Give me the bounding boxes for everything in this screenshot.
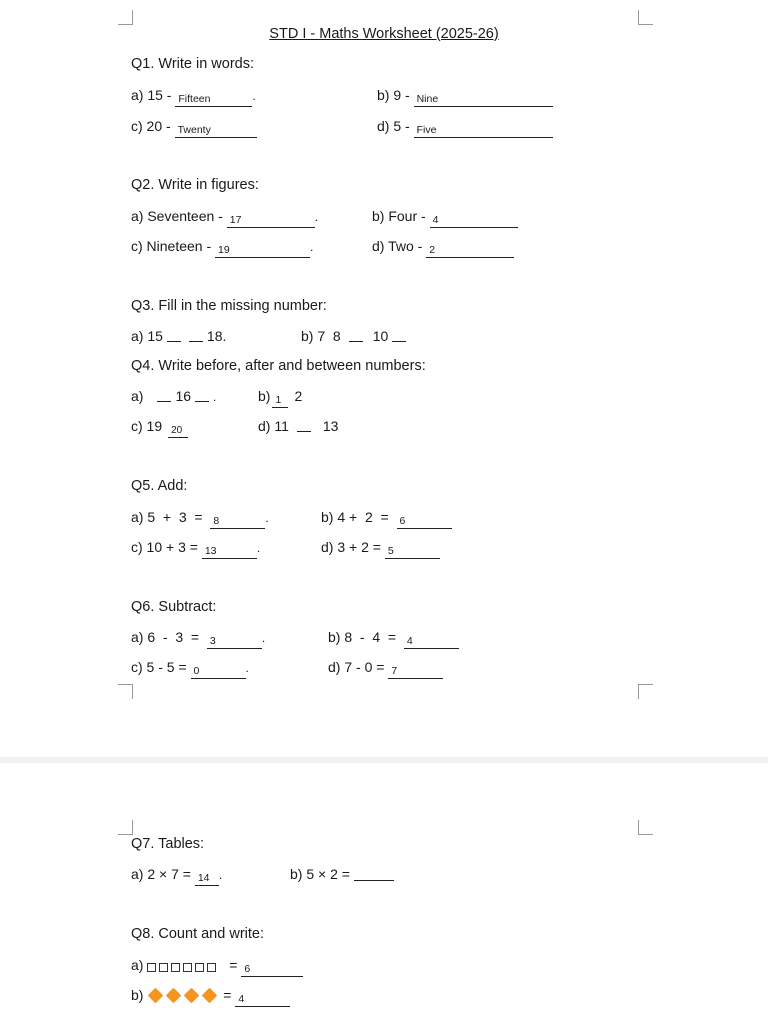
q5-item-c: c) 10 + 3 = 13 . <box>131 539 261 557</box>
orange-diamond-icon <box>184 988 200 1004</box>
q8-item-b: b) = 4 <box>131 986 290 1007</box>
square-icon <box>183 963 192 972</box>
q2-c-answer[interactable]: 19 <box>215 244 310 258</box>
page-corner-mark <box>638 684 653 699</box>
page-corner-mark <box>638 820 653 835</box>
q8-a-answer[interactable]: 6 <box>241 963 303 977</box>
orange-diamond-icon <box>202 988 218 1004</box>
q6-item-d: d) 7 - 0 = 7 <box>328 658 443 679</box>
square-shapes <box>147 958 219 976</box>
q6-d-answer[interactable]: 7 <box>388 665 443 679</box>
q5-d-answer[interactable]: 5 <box>385 545 440 559</box>
q1-heading: Q1. Write in words: <box>131 56 255 72</box>
q6-item-c: c) 5 - 5 = 0 . <box>131 659 249 677</box>
q2-d-answer[interactable]: 2 <box>426 244 514 258</box>
q7-b-answer[interactable] <box>354 867 394 881</box>
q4-d-blank[interactable] <box>297 419 311 432</box>
q6-item-b: b) 8 - 4 = 4 <box>328 628 459 649</box>
page-corner-mark <box>118 684 133 699</box>
q2-item-d: d) Two - 2 <box>372 237 514 258</box>
q2-item-a: a) Seventeen - 17 . <box>131 208 319 226</box>
q4-a-blank-after[interactable] <box>195 389 209 402</box>
q4-heading: Q4. Write before, after and between numbers: <box>131 358 426 374</box>
square-icon <box>159 963 168 972</box>
page-corner-mark <box>118 10 133 25</box>
q2-heading: Q2. Write in figures: <box>131 177 259 193</box>
q6-c-answer[interactable]: 0 <box>191 665 246 679</box>
q5-c-answer[interactable]: 13 <box>202 545 257 559</box>
q4-a-blank-before[interactable] <box>157 389 171 402</box>
q6-item-a: a) 6 - 3 = 3 . <box>131 629 266 647</box>
q1-item-d: d) 5 - Five <box>377 117 553 138</box>
q2-item-b: b) Four - 4 <box>372 207 518 228</box>
q3-heading: Q3. Fill in the missing number: <box>131 298 327 314</box>
q1-a-answer[interactable]: Fifteen <box>175 93 252 107</box>
q1-item-a: a) 15 - Fifteen . <box>131 87 256 105</box>
orange-diamond-icon <box>148 988 164 1004</box>
q5-item-b: b) 4 + 2 = 6 <box>321 508 452 529</box>
q3-a-blank-2[interactable] <box>189 329 203 342</box>
q6-b-answer[interactable]: 4 <box>404 635 459 649</box>
q3-a-blank-1[interactable] <box>167 329 181 342</box>
q1-d-answer[interactable]: Five <box>414 124 553 138</box>
q7-heading: Q7. Tables: <box>131 836 205 852</box>
q5-b-answer[interactable]: 6 <box>397 515 452 529</box>
page-corner-mark <box>118 820 133 835</box>
square-icon <box>171 963 180 972</box>
page-corner-mark <box>638 10 653 25</box>
q2-b-answer[interactable]: 4 <box>430 214 518 228</box>
q3-b-blank-1[interactable] <box>349 329 363 342</box>
q3-item-a: a) 15 18. <box>131 328 227 344</box>
q2-item-c: c) Nineteen - 19 . <box>131 238 314 256</box>
q4-item-d: d) 11 13 <box>258 418 339 434</box>
worksheet-page-2 <box>0 763 768 1024</box>
q4-item-a: a) 16 . <box>131 388 217 404</box>
q6-a-answer[interactable]: 3 <box>207 635 262 649</box>
worksheet-title: STD I - Maths Worksheet (2025-26) <box>269 26 499 42</box>
q7-item-a: a) 2 × 7 = 14 . <box>131 866 223 884</box>
diamond-shapes <box>147 988 219 1006</box>
q8-b-answer[interactable]: 4 <box>235 993 290 1007</box>
q7-a-answer[interactable]: 14 <box>195 872 219 886</box>
q3-b-blank-2[interactable] <box>392 329 406 342</box>
q8-item-a: a) = 6 <box>131 956 303 977</box>
q4-item-c: c) 19 20 <box>131 417 188 438</box>
q5-item-d: d) 3 + 2 = 5 <box>321 538 440 559</box>
q5-item-a: a) 5 + 3 = 8 . <box>131 509 269 527</box>
orange-diamond-icon <box>166 988 182 1004</box>
q5-heading: Q5. Add: <box>131 478 188 494</box>
q1-item-c: c) 20 - Twenty <box>131 117 257 138</box>
q3-item-b: b) 7 8 10 <box>301 327 410 345</box>
q4-item-b: b) 1 2 <box>258 388 303 406</box>
q4-c-answer[interactable]: 20 <box>168 424 188 438</box>
q8-heading: Q8. Count and write: <box>131 926 264 942</box>
q2-a-answer[interactable]: 17 <box>227 214 315 228</box>
q4-b-answer[interactable]: 1 <box>272 394 288 408</box>
q7-item-b: b) 5 × 2 = <box>290 865 394 883</box>
square-icon <box>195 963 204 972</box>
q1-b-answer[interactable]: Nine <box>414 93 553 107</box>
q5-a-answer[interactable]: 8 <box>210 515 265 529</box>
square-icon <box>207 963 216 972</box>
q1-c-answer[interactable]: Twenty <box>175 124 257 138</box>
square-icon <box>147 963 156 972</box>
q6-heading: Q6. Subtract: <box>131 599 217 615</box>
q1-item-b: b) 9 - Nine <box>377 86 553 107</box>
